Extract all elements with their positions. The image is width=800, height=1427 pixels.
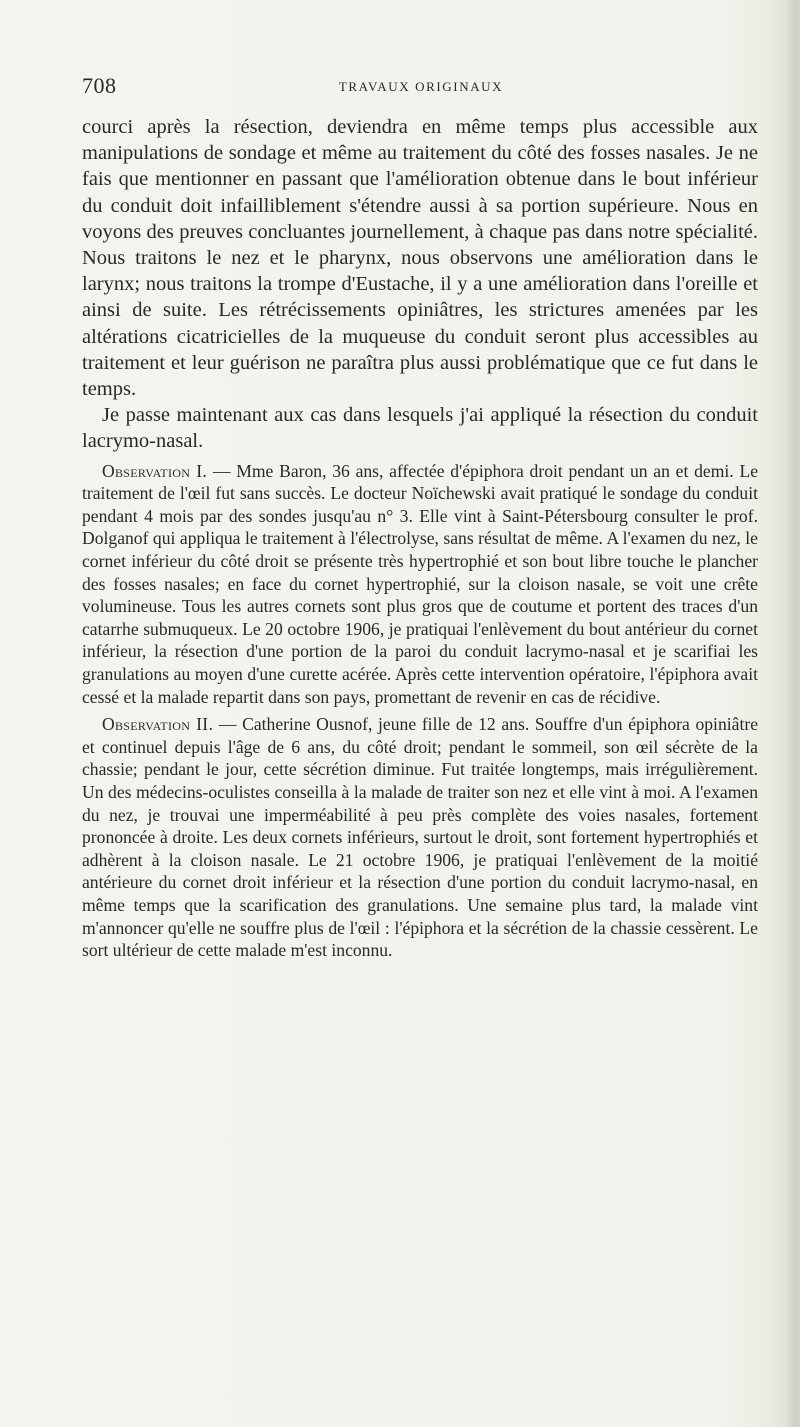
body-paragraph: Je passe maintenant aux cas dans lesquels j'ai appliqué la résection du conduit lacrymo-nasal. (82, 404, 758, 453)
observation-heading: Observation I. (102, 460, 208, 481)
observation-text: — Catherine Ousnof, jeune fille de 12 ans. Souffre d'un épiphora opiniâtre et continuel depuis l'âge de 6 ans, du côté droit; pendant le sommeil, son œil sécrète de la chassie; pendant le jour, cette sécrétion diminue. Fut traitée longtemps, mais irrégulièrement. Un des médecins-oculistes conseilla à la malade de traiter son nez et elle vint à moi. A l'examen du nez, je trouvai une imperméabilité à peu près complète des voies nasales, fortement prononcée à droite. Les deux cornets inférieurs, surtout le droit, sont fortement hypertrophiés et adhèrent à la cloison nasale. Le 21 octobre 1906, je pratiquai l'enlèvement de la moitié antérieure du cornet droit inférieur et la résection d'une portion du conduit lacrymo-nasal, en même temps que la scarification des granulations. Une semaine plus tard, la malade vint m'annoncer qu'elle ne souffre plus de l'œil : l'épiphora et la sécrétion de la chassie cessèrent. Le sort ultérieur de cette malade m'est inconnu. (82, 714, 758, 961)
observation-text: — Mme Baron, 36 ans, affectée d'épiphora droit pendant un an et demi. Le traitement de l'œil fut sans succès. Le docteur Noïchewski avait pratiqué le sondage du conduit pendant 4 mois par des sondes jusqu'au n° 3. Elle vint à Saint-Pétersbourg consulter le prof. Dolganof qui appliqua le traitement à l'électrolyse, sans résultat de même. A l'examen du nez, le cornet inférieur du côté droit se présente très hypertrophié et son bout libre touche le plancher des fosses nasales; en face du cornet hypertrophié, sur la cloison nasale, se voit une crête volumineuse. Tous les autres cornets sont plus gros que de coutume et portent des traces d'un catarrhe submuqueux. Le 20 octobre 1906, je pratiquai l'enlèvement du bout antérieur du cornet inférieur, la résection d'une portion de la paroi du conduit lacrymo-nasal et je scarifiai les granulations au moyen d'une curette acérée. Après cette intervention opératoire, l'épiphora avait cessé et la malade repartit dans son pays, promettant de revenir en cas de récidive. (82, 460, 759, 707)
body-paragraph: courci après la résection, deviendra en même temps plus accessible aux manipulations de sondage et même au traitement du côté des fosses nasales. Je ne fais que mentionner en passant que l'amélioration obtenue dans le bout inférieur du conduit doit infailliblement s'étendre aussi à sa portion supérieure. Nous en voyons des preuves concluantes journellement, à chaque pas dans notre spécialité. Nous traitons le nez et le pharynx, nous observons une amélioration dans le larynx; nous traitons la trompe d'Eustache, il y a une amélioration dans l'oreille et ainsi de suite. Les rétrécissements opiniâtres, les strictures amenées par les altérations cicatricielles de la muqueuse du conduit seront plus accessibles au traitement et leur guérison ne paraîtra plus aussi problématique que ce fut dans le temps. (82, 116, 758, 401)
page-number: 708 (82, 73, 117, 98)
observation-paragraph (82, 713, 758, 962)
observation-heading: Observation II. (102, 714, 214, 735)
page-edge-shadow (786, 0, 800, 1427)
page-body (82, 114, 758, 962)
page-header (82, 73, 760, 103)
running-head: TRAVAUX ORIGINAUX (338, 79, 504, 94)
observation-paragraph (82, 460, 758, 709)
